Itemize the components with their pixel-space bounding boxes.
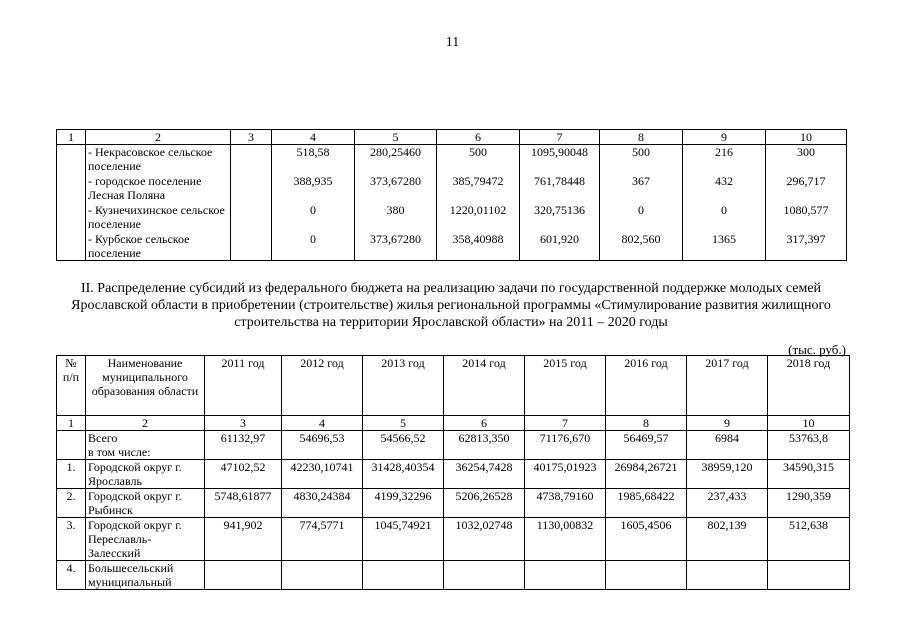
cell-value: 500	[437, 145, 520, 174]
column-number: 1	[57, 416, 86, 431]
table1-header-row	[57, 130, 847, 145]
column-number: 5	[363, 416, 444, 431]
cell-value: 385,79472	[437, 174, 520, 203]
col-header-year: 2013 год	[363, 356, 444, 416]
cell-value: 1290,359	[768, 489, 850, 518]
cell-value: 0	[683, 203, 766, 232]
column-number: 7	[525, 416, 606, 431]
cell-value: 36254,7428	[444, 460, 525, 489]
cell-value	[687, 561, 768, 590]
cell-value: 61132,97	[205, 431, 282, 460]
col-header-year: 2018 год	[768, 356, 850, 416]
cell-value: 367	[600, 174, 683, 203]
column-number: 10	[768, 416, 850, 431]
cell-value: 601,920	[520, 232, 600, 261]
col-header-num: № п/п	[57, 356, 86, 416]
cell-value: 38959,120	[687, 460, 768, 489]
cell-value: 34590,315	[768, 460, 850, 489]
cell-value	[231, 232, 272, 261]
cell-value: 1985,68422	[606, 489, 687, 518]
table1-header-cell: 1	[57, 130, 86, 145]
cell-num	[57, 145, 86, 174]
settlement-name: - городское поселение Лесная Поляна	[86, 174, 231, 203]
cell-value: 802,560	[600, 232, 683, 261]
table-row	[57, 203, 847, 232]
cell-value: 54566,52	[363, 431, 444, 460]
cell-value: 518,58	[272, 145, 355, 174]
cell-value: 1605,4506	[606, 518, 687, 561]
table-row	[57, 232, 847, 261]
cell-num	[57, 232, 86, 261]
settlement-name: - Некрасовское сельское поселение	[86, 145, 231, 174]
cell-value: 373,67280	[355, 232, 437, 261]
column-number: 8	[606, 416, 687, 431]
column-number: 3	[205, 416, 282, 431]
table1-header-cell: 7	[520, 130, 600, 145]
cell-value: 941,902	[205, 518, 282, 561]
table-row	[57, 145, 847, 174]
cell-value: 761,78448	[520, 174, 600, 203]
cell-value: 5748,61877	[205, 489, 282, 518]
cell-value: 280,25460	[355, 145, 437, 174]
cell-value: 802,139	[687, 518, 768, 561]
col-header-year: 2015 год	[525, 356, 606, 416]
cell-value: 373,67280	[355, 174, 437, 203]
cell-value: 26984,26721	[606, 460, 687, 489]
cell-value: 1220,01102	[437, 203, 520, 232]
table1-header-cell: 4	[272, 130, 355, 145]
cell-num	[57, 174, 86, 203]
cell-value: 56469,57	[606, 431, 687, 460]
table-row	[57, 174, 847, 203]
cell-num	[57, 203, 86, 232]
municipality-name: Всего в том числе:	[86, 431, 205, 460]
table1-header-cell: 2	[86, 130, 231, 145]
cell-value: 388,935	[272, 174, 355, 203]
municipality-name: Большесельский муниципальный	[86, 561, 205, 590]
table-row	[57, 431, 850, 460]
cell-value: 1080,577	[766, 203, 847, 232]
cell-value: 40175,01923	[525, 460, 606, 489]
cell-value: 0	[272, 203, 355, 232]
table1-header-cell: 5	[355, 130, 437, 145]
cell-value: 62813,350	[444, 431, 525, 460]
column-number: 9	[687, 416, 768, 431]
cell-value: 237,433	[687, 489, 768, 518]
cell-value	[525, 561, 606, 590]
cell-value: 500	[600, 145, 683, 174]
table-row	[57, 561, 850, 590]
cell-value: 6984	[687, 431, 768, 460]
cell-value: 1130,00832	[525, 518, 606, 561]
cell-value: 5206,26528	[444, 489, 525, 518]
cell-value: 512,638	[768, 518, 850, 561]
cell-value: 774,5771	[282, 518, 363, 561]
cell-value: 1045,74921	[363, 518, 444, 561]
row-num: 4.	[57, 561, 86, 590]
cell-value: 0	[600, 203, 683, 232]
cell-value	[606, 561, 687, 590]
column-number: 2	[86, 416, 205, 431]
col-header-year: 2012 год	[282, 356, 363, 416]
cell-value	[231, 174, 272, 203]
federal-subsidy-table	[56, 355, 850, 590]
col-header-year: 2017 год	[687, 356, 768, 416]
cell-value: 432	[683, 174, 766, 203]
col-header-year: 2016 год	[606, 356, 687, 416]
cell-value	[363, 561, 444, 590]
section-heading: II. Распределение субсидий из федерального бюджета на реализацию задачи по государственной поддержке молодых семей Ярославской области в приобретении (строительстве) жилья региональной программы «Стимулирование развития жилищного строительства на территории Ярославской области» на 2011 – 2020 годы	[71, 281, 831, 330]
cell-value	[444, 561, 525, 590]
cell-value: 54696,53	[282, 431, 363, 460]
cell-value: 216	[683, 145, 766, 174]
cell-value: 4830,24384	[282, 489, 363, 518]
cell-value: 4199,32296	[363, 489, 444, 518]
cell-value: 47102,52	[205, 460, 282, 489]
col-header-year: 2014 год	[444, 356, 525, 416]
cell-value: 1032,02748	[444, 518, 525, 561]
cell-value	[768, 561, 850, 590]
cell-value: 380	[355, 203, 437, 232]
cell-value: 71176,670	[525, 431, 606, 460]
table2-header-row	[57, 356, 850, 416]
cell-value: 320,75136	[520, 203, 600, 232]
cell-value	[231, 203, 272, 232]
row-num	[57, 431, 86, 460]
row-num: 3.	[57, 518, 86, 561]
cell-value	[205, 561, 282, 590]
col-header-year: 2011 год	[205, 356, 282, 416]
cell-value: 300	[766, 145, 847, 174]
settlement-name: - Курбское сельское поселение	[86, 232, 231, 261]
cell-value	[231, 145, 272, 174]
cell-value: 31428,40354	[363, 460, 444, 489]
cell-value: 358,40988	[437, 232, 520, 261]
column-number-row	[57, 416, 850, 431]
column-number: 4	[282, 416, 363, 431]
col-header-name: Наименование муниципального образования области	[86, 356, 205, 416]
continued-subsidy-table	[56, 129, 847, 261]
column-number: 6	[444, 416, 525, 431]
municipality-name: Городской округ г. Ярославль	[86, 460, 205, 489]
settlement-name: - Кузнечихинское сельское поселение	[86, 203, 231, 232]
municipality-name: Городской округ г. Рыбинск	[86, 489, 205, 518]
table1-header-cell: 10	[766, 130, 847, 145]
table1-header-cell: 6	[437, 130, 520, 145]
row-num: 2.	[57, 489, 86, 518]
cell-value: 1095,90048	[520, 145, 600, 174]
cell-value	[282, 561, 363, 590]
cell-value: 296,717	[766, 174, 847, 203]
page-number: 11	[445, 35, 460, 50]
cell-value: 42230,10741	[282, 460, 363, 489]
table1-header-cell: 3	[231, 130, 272, 145]
table1-header-cell: 9	[683, 130, 766, 145]
cell-value: 1365	[683, 232, 766, 261]
table1-header-cell: 8	[600, 130, 683, 145]
cell-value: 317,397	[766, 232, 847, 261]
cell-value: 53763,8	[768, 431, 850, 460]
municipality-name: Городской округ г. Переславль-Залесский	[86, 518, 205, 561]
cell-value: 0	[272, 232, 355, 261]
table-row	[57, 518, 850, 561]
row-num: 1.	[57, 460, 86, 489]
table-row	[57, 489, 850, 518]
table-row	[57, 460, 850, 489]
cell-value: 4738,79160	[525, 489, 606, 518]
units-label: (тыс. руб.)	[788, 342, 846, 357]
